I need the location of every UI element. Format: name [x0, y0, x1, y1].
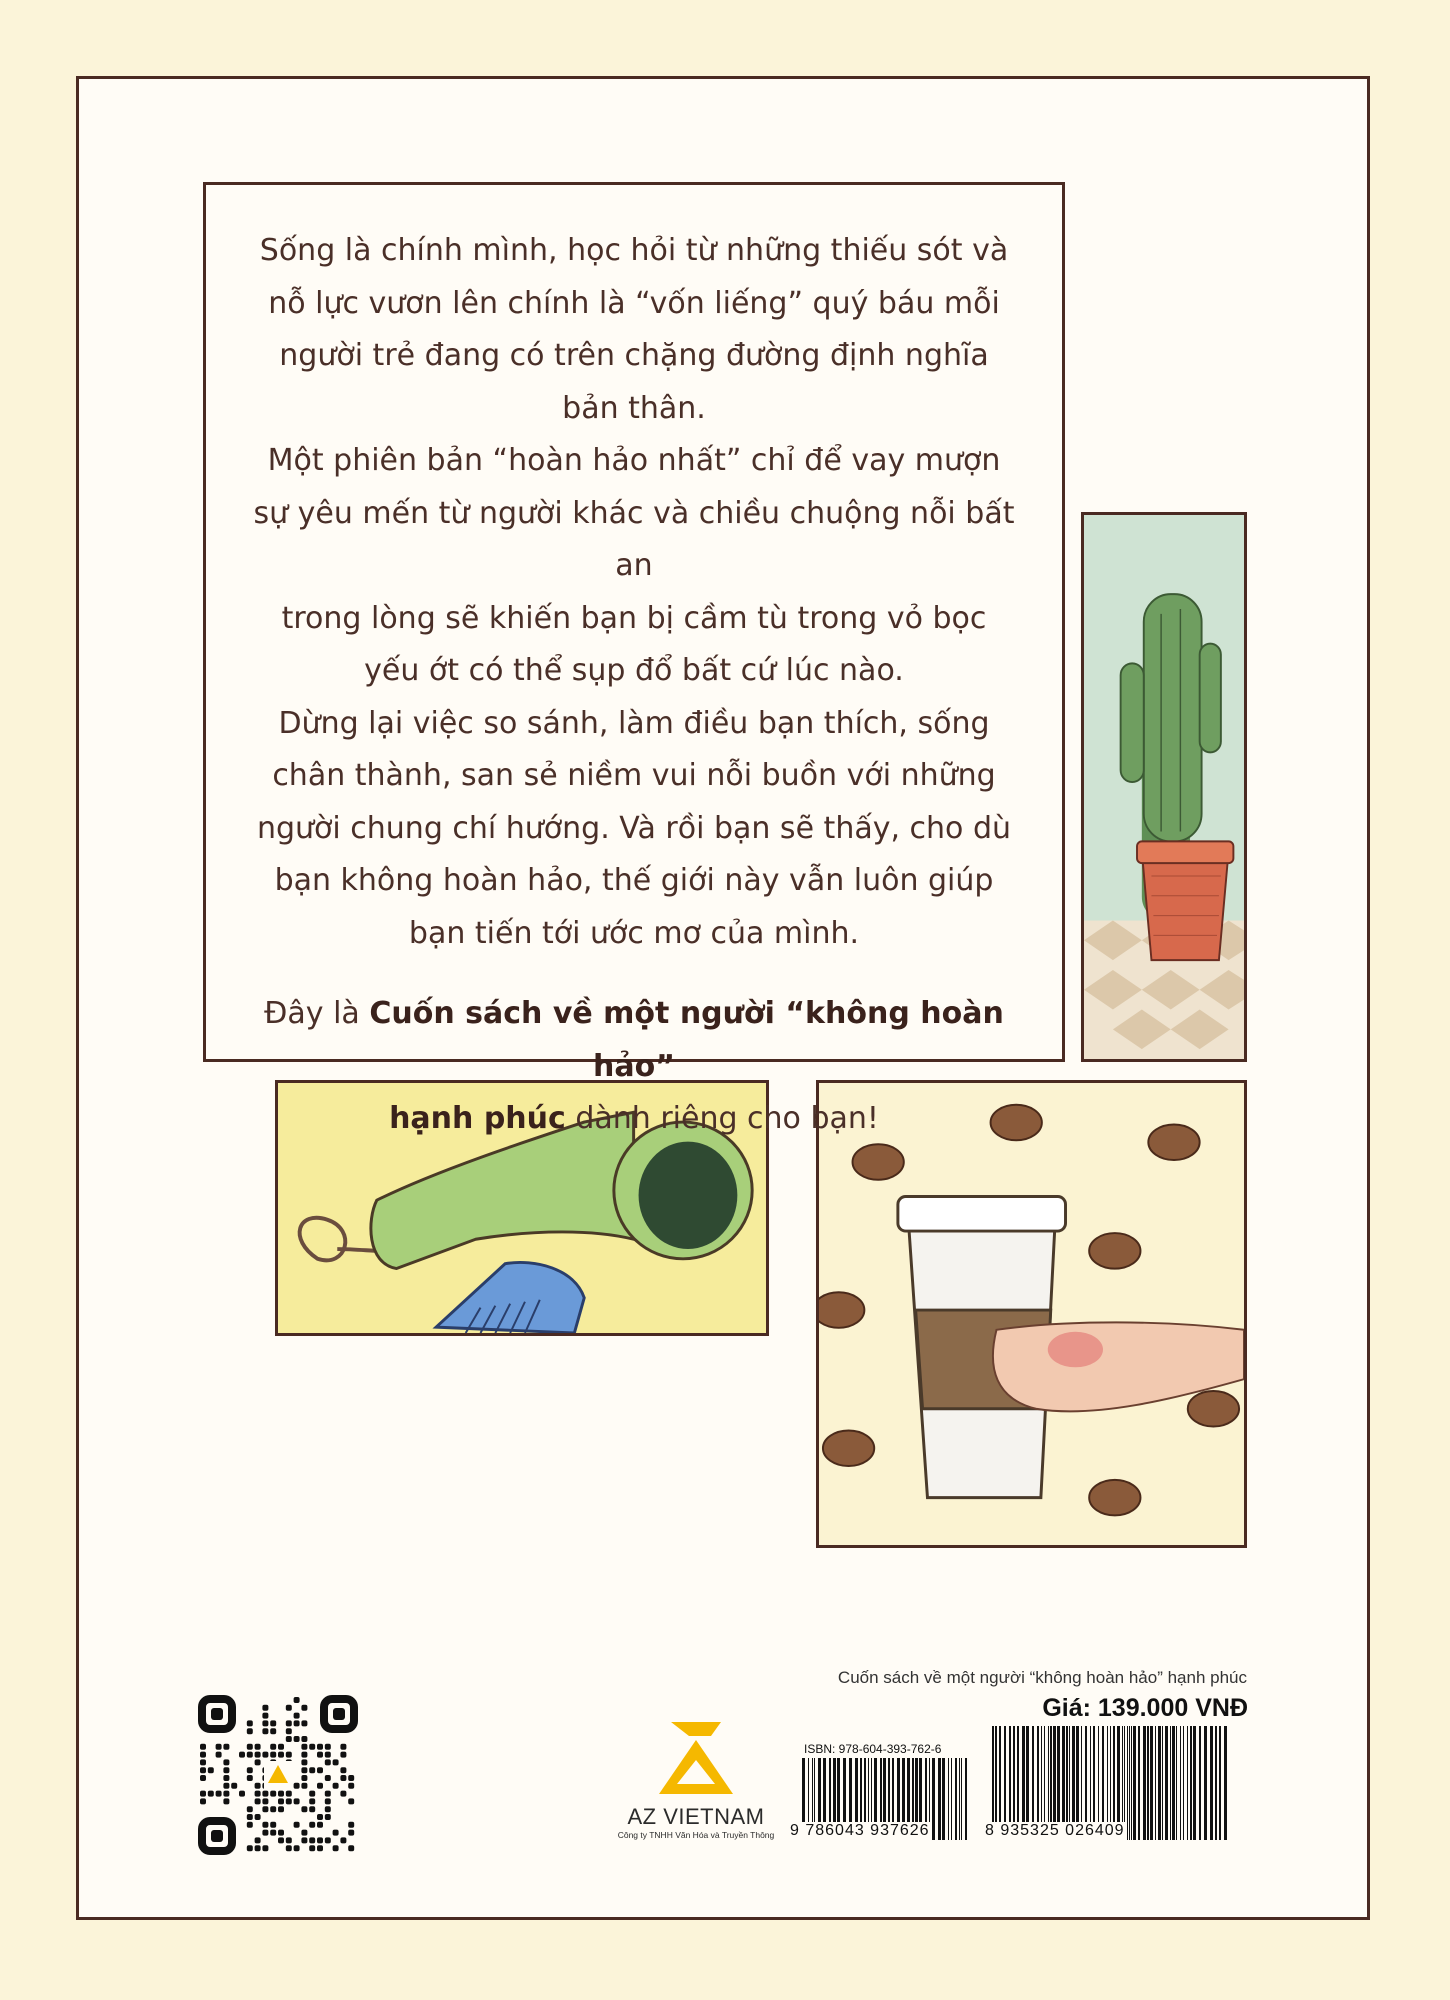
blurb-line: chân thành, san sẻ niềm vui nỗi buồn với những	[272, 758, 996, 793]
blurb-line: Một phiên bản “hoàn hảo nhất” chỉ để vay mượn	[267, 443, 1001, 478]
cactus-illustration	[1081, 512, 1247, 1062]
qr-code[interactable]	[196, 1693, 360, 1857]
publisher-subtitle: Công ty TNHH Văn Hóa và Truyền Thông	[617, 1830, 775, 1840]
ean-digits: 8 935325 026409	[985, 1822, 1125, 1839]
blurb-line: người chung chí hướng. Và rồi bạn sẽ thấy, cho dù	[256, 810, 1011, 846]
closing-book-title-end: hạnh phúc	[389, 1101, 566, 1136]
publisher-name: AZ VIETNAM	[627, 1804, 765, 1829]
closing-suffix: dành riêng cho bạn!	[565, 1101, 879, 1136]
closing-prefix: Đây là	[264, 996, 370, 1031]
publisher-block	[596, 1714, 796, 1844]
blurb-line: bạn không hoàn hảo, thế giới này vẫn luôn giúp	[274, 863, 994, 898]
blurb-line: bản thân.	[562, 390, 706, 426]
blurb-box	[203, 182, 1065, 1136]
blurb-paragraph-3	[242, 698, 1026, 961]
blurb-line: Sống là chính mình, học hỏi từ những thiếu sót và	[259, 233, 1009, 268]
blurb-line: Dừng lại việc so sánh, làm điều bạn thích, sống	[278, 705, 990, 741]
closing-book-title: Cuốn sách về một người “không hoàn hảo”	[369, 996, 1004, 1084]
blurb-line: trong lòng sẽ khiến bạn bị cầm tù trong vỏ bọc	[281, 600, 987, 636]
coffee-illustration	[816, 1080, 1247, 1548]
blurb-closing-2	[242, 1093, 1026, 1146]
price-label: Giá: 139.000 VNĐ	[1042, 1694, 1248, 1722]
blurb-paragraph-2	[242, 435, 1026, 698]
az-vietnam-logo	[653, 1714, 739, 1800]
isbn-digits: 9 786043 937626	[790, 1822, 930, 1839]
isbn-label: ISBN: 978-604-393-762-6	[804, 1742, 942, 1756]
book-title-small: Cuốn sách về một người “không hoàn hảo” hạnh phúc	[837, 1668, 1247, 1687]
blurb-line: người trẻ đang có trên chặng đường định nghĩa	[279, 338, 989, 373]
blurb-paragraph-1	[242, 225, 1026, 435]
blurb-line: sự yêu mến từ người khác và chiều chuộng nỗi bất an	[253, 495, 1015, 583]
blurb-line: yếu ớt có thể sụp đổ bất cứ lúc nào.	[364, 653, 904, 688]
blurb-line: nỗ lực vươn lên chính là “vốn liếng” quý báu mỗi	[268, 285, 1000, 321]
blurb-line: bạn tiến tới ước mơ của mình.	[408, 915, 860, 951]
blurb-closing	[242, 988, 1026, 1093]
